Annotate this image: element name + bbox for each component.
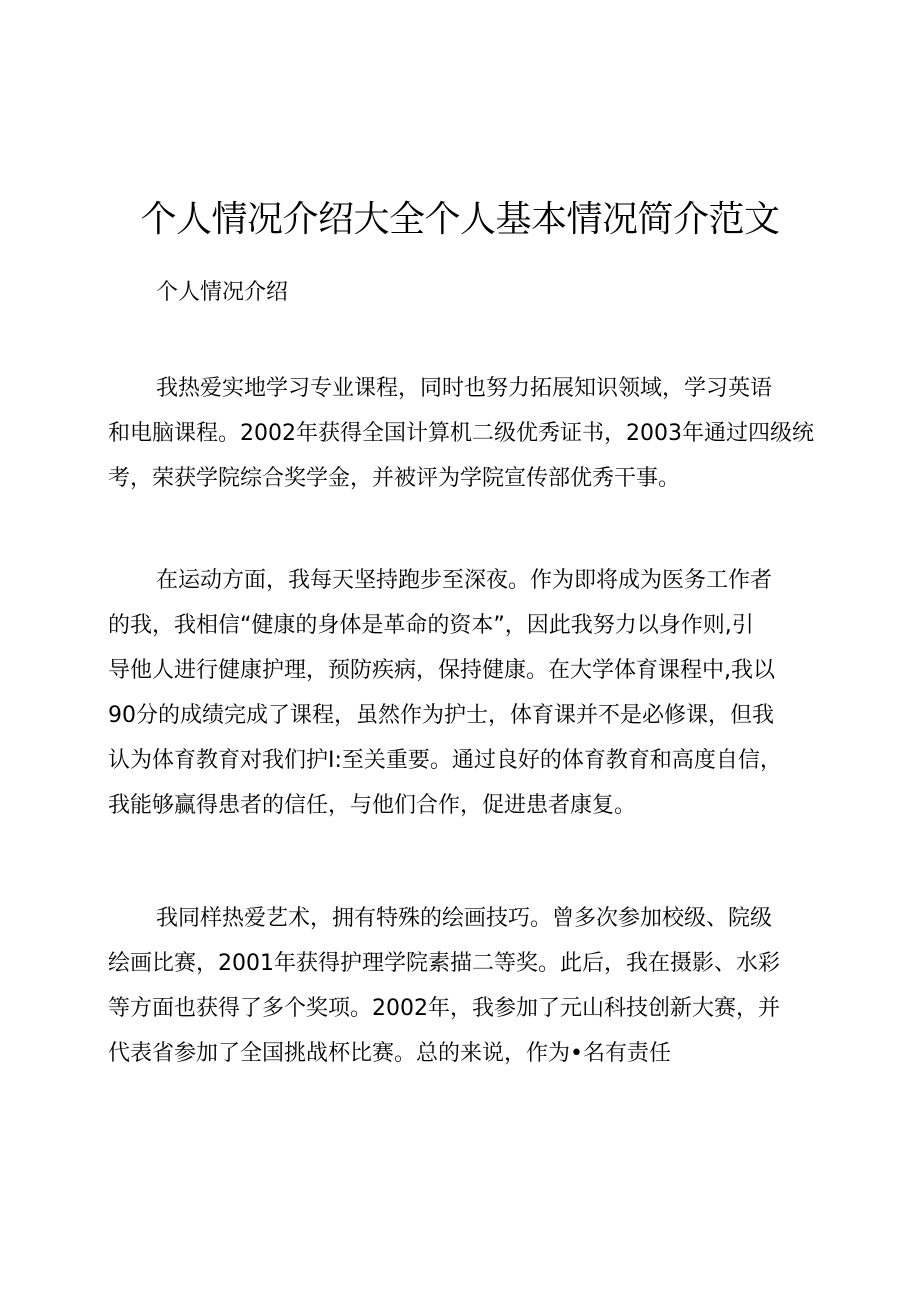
document-title: 个人情况介绍大全个人基本情况简介范文: [140, 199, 780, 241]
paragraph-line: 导他人进行健康护理，预防疾病，保持健康。在大学体育课程中,我以: [108, 658, 775, 683]
paragraph-sports: [108, 558, 820, 828]
paragraph-line: 和电脑课程。2002年获得全国计算机二级优秀证书，2003年通过四级统: [108, 421, 814, 446]
paragraph-line: 的我，我相信“健康的身体是革命的资本”，因此我努力以身作则,引: [108, 613, 754, 638]
paragraph-line: 代表省参加了全国挑战杯比赛。总的来说，作为•名有责任: [108, 1041, 671, 1066]
paragraph-line: 等方面也获得了多个奖项。2002年，我参加了元山科技创新大赛，并: [108, 996, 780, 1021]
paragraph-line: 我能够赢得患者的信任，与他们合作，促进患者康复。: [108, 793, 637, 818]
paragraph-education: [108, 366, 820, 501]
paragraph-art: [108, 896, 820, 1076]
section-heading: 个人情况介绍: [156, 280, 289, 305]
paragraph-line: 我热爱实地学习专业课程，同时也努力拓展知识领域，学习英语: [156, 376, 773, 401]
paragraph-line: 考，荣获学院综合奖学金，并被评为学院宣传部优秀干事。: [108, 466, 681, 491]
paragraph-line: 90分的成绩完成了课程，虽然作为护士，体育课并不是必修课，但我: [108, 703, 774, 728]
paragraph-line: 我同样热爱艺术，拥有特殊的绘画技巧。曾多次参加校级、院级: [156, 906, 773, 931]
paragraph-line: 认为体育教育对我们护I:至关重要。通过良好的体育教育和高度自信，: [108, 748, 782, 773]
paragraph-line: 绘画比赛，2001年获得护理学院素描二等奖。此后，我在摄影、水彩: [108, 951, 780, 976]
paragraph-line: 在运动方面，我每天坚持跑步至深夜。作为即将成为医务工作者: [156, 568, 773, 593]
